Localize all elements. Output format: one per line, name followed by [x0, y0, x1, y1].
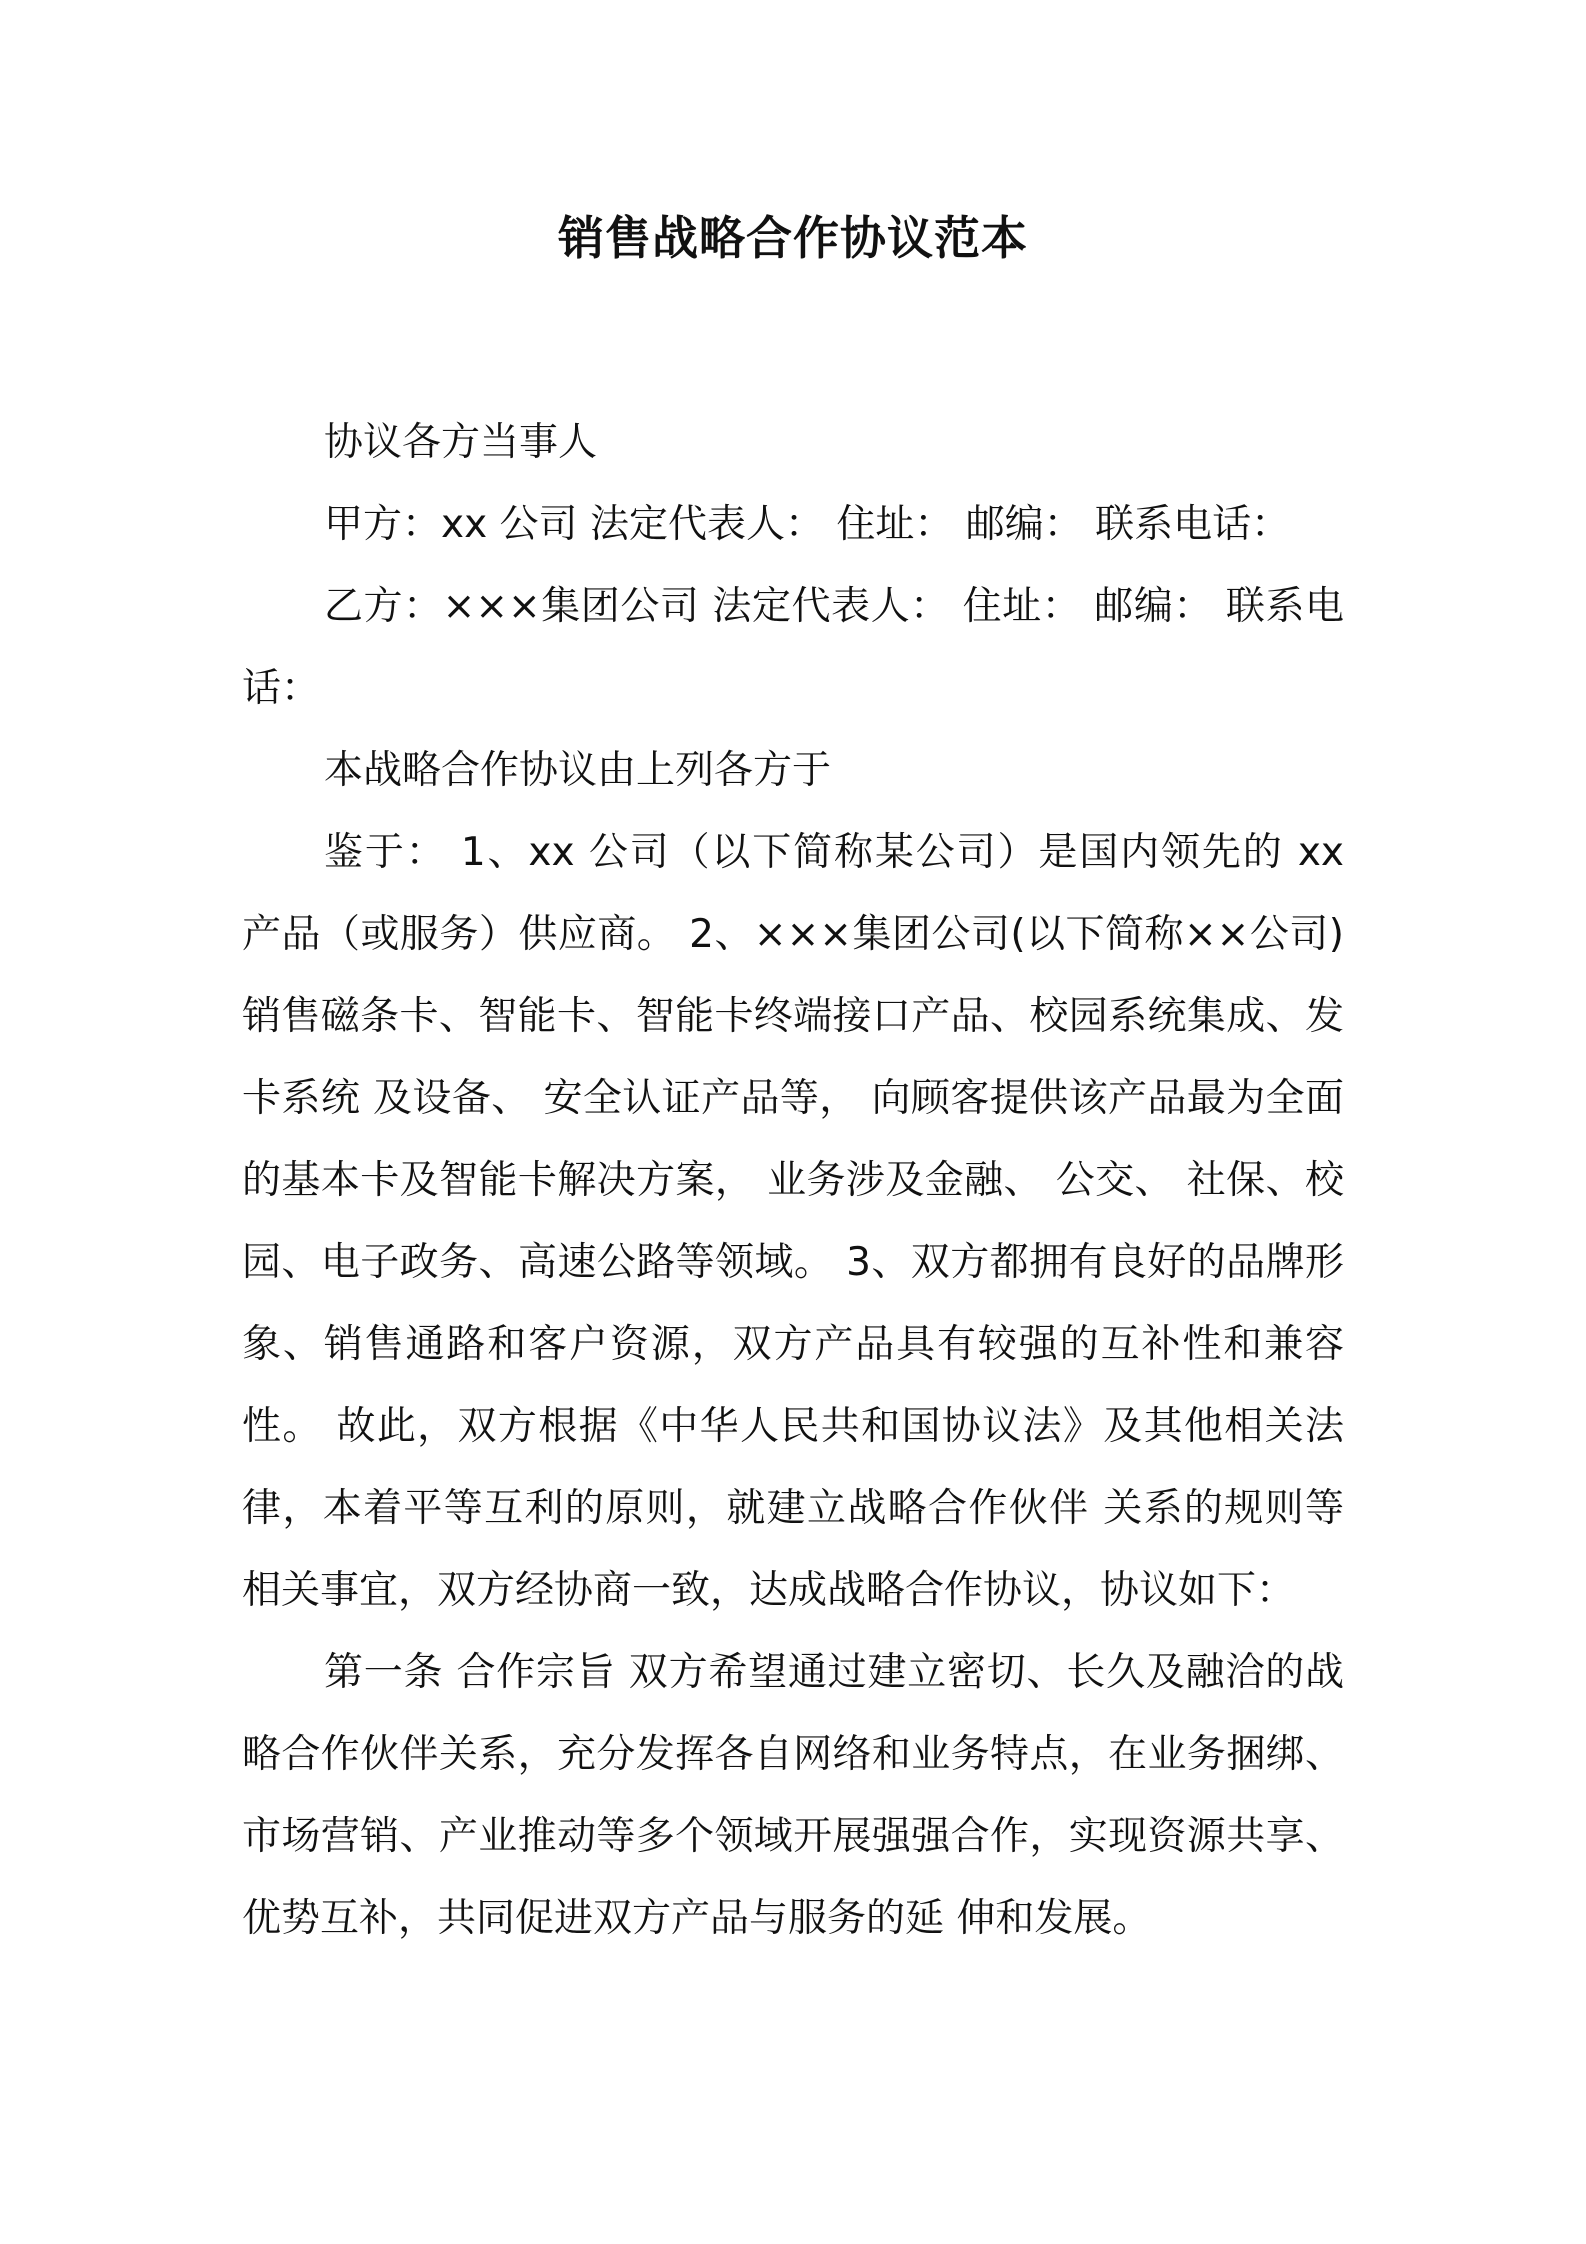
document-body — [242, 402, 1344, 1960]
document-title: 销售战略合作协议范本 — [558, 211, 1028, 265]
party-a-line: 甲方：xx 公司 法定代表人： 住址： 邮编： 联系电话： — [324, 502, 1291, 547]
whereas-clause: 鉴于： 1、xx 公司（以下简称某公司）是国内领先的 xx 产品（或服务）供应商。 2、×××集团公司(以下简称××公司)销售磁条卡、智能卡、智能卡终端接口产品、校园系统集成、发卡系统 及设备、 安全认证产品等， 向顾客提供该产品最为全面的基本卡及智能卡解决方案， 业务涉及金融、 公交、 社保、校园、电子政务、高速公路等领域。 3、双方都拥有良好的品牌形象、销售通路和客户资源，双方产品具有较强的互补性和兼容性。 故此，双方根据《中华人民共和国协议法》及其他相关法律，本着平等互利的原则，就建立战略合作伙伴 关系的规则等相关事宜，双方经协商一致，达成战略合作协议，协议如下： — [242, 830, 1344, 1613]
agreement-intro: 本战略合作协议由上列各方于 — [324, 748, 832, 793]
article-one: 第一条 合作宗旨 双方希望通过建立密切、长久及融洽的战略合作伙伴关系，充分发挥各自网络和业务特点，在业务捆绑、市场营销、产业推动等多个领域开展强强合作，实现资源共享、优势互补，共同促进双方产品与服务的延 伸和发展。 — [242, 1650, 1344, 1941]
parties-heading: 协议各方当事人 — [324, 420, 598, 465]
party-b-line: 乙方：×××集团公司 法定代表人： 住址： 邮编： 联系电话： — [242, 584, 1344, 711]
